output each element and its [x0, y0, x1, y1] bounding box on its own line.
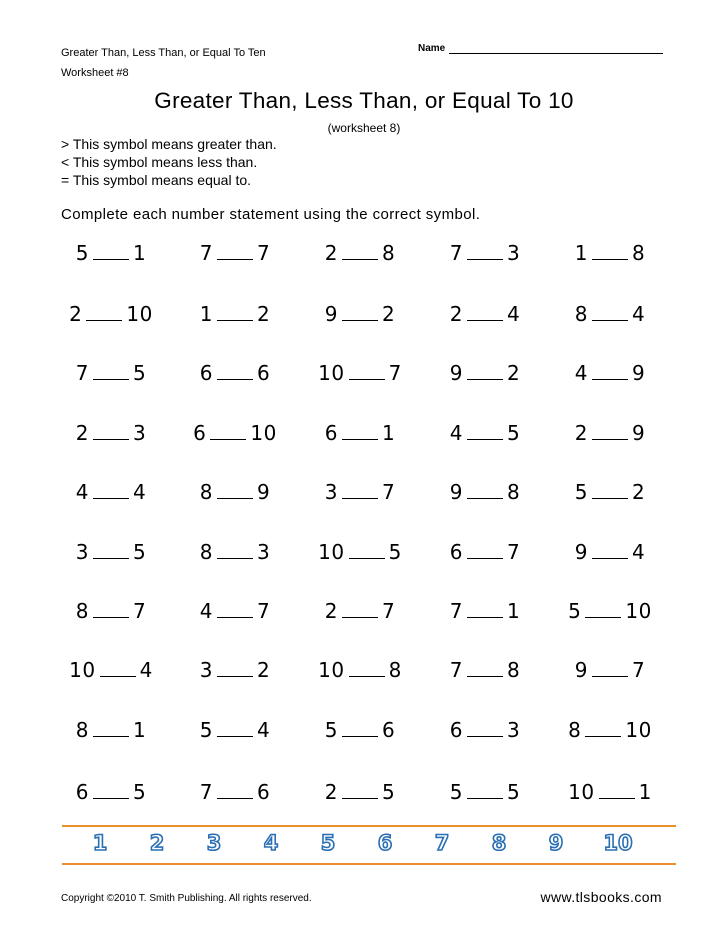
copyright: Copyright ©2010 T. Smith Publishing. All rights reserved.	[61, 893, 312, 904]
right-number: 10	[625, 599, 652, 623]
right-number: 4	[257, 718, 271, 742]
left-number: 3	[324, 480, 338, 504]
left-number: 5	[574, 480, 588, 504]
number-line	[62, 825, 676, 865]
right-number: 7	[388, 361, 402, 385]
problem-statement	[425, 302, 545, 326]
answer-blank[interactable]	[585, 735, 621, 737]
answer-blank[interactable]	[93, 557, 129, 559]
right-number: 5	[133, 361, 147, 385]
left-number: 6	[449, 718, 463, 742]
problem-statement	[175, 780, 295, 804]
number-line-number: 10	[603, 831, 633, 855]
answer-blank[interactable]	[217, 557, 253, 559]
right-number: 6	[257, 361, 271, 385]
left-number: 7	[449, 241, 463, 265]
number-line-number: 2	[149, 831, 165, 855]
right-number: 9	[632, 421, 646, 445]
problem-statement	[51, 780, 171, 804]
left-number: 9	[449, 480, 463, 504]
left-number: 5	[75, 241, 89, 265]
answer-blank[interactable]	[592, 497, 628, 499]
answer-blank[interactable]	[467, 319, 503, 321]
problem-statement	[300, 302, 420, 326]
worksheet-number: Worksheet #8	[61, 67, 129, 79]
left-number: 5	[199, 718, 213, 742]
problem-statement	[51, 480, 171, 504]
answer-blank[interactable]	[93, 438, 129, 440]
left-number: 4	[449, 421, 463, 445]
left-number: 9	[574, 658, 588, 682]
left-number: 10	[568, 780, 595, 804]
number-line-number: 6	[377, 831, 393, 855]
problem-statement	[550, 658, 670, 682]
left-number: 6	[193, 421, 207, 445]
right-number: 1	[638, 780, 652, 804]
answer-blank[interactable]	[86, 319, 122, 321]
right-number: 8	[632, 241, 646, 265]
right-number: 4	[632, 302, 646, 326]
problem-statement	[550, 302, 670, 326]
right-number: 7	[257, 241, 271, 265]
problem-statement	[550, 718, 670, 742]
left-number: 8	[199, 540, 213, 564]
right-number: 1	[382, 421, 396, 445]
left-number: 2	[324, 780, 338, 804]
right-number: 3	[507, 718, 521, 742]
right-number: 1	[507, 599, 521, 623]
left-number: 4	[574, 361, 588, 385]
problem-statement	[425, 780, 545, 804]
answer-blank[interactable]	[592, 557, 628, 559]
answer-blank[interactable]	[217, 675, 253, 677]
answer-blank[interactable]	[342, 797, 378, 799]
problem-statement	[300, 718, 420, 742]
number-line-number: 3	[206, 831, 222, 855]
problem-statement	[51, 241, 171, 265]
answer-blank[interactable]	[592, 378, 628, 380]
answer-blank[interactable]	[467, 557, 503, 559]
instructions: Complete each number statement using the correct symbol.	[61, 206, 481, 223]
problem-statement	[300, 241, 420, 265]
left-number: 2	[324, 241, 338, 265]
left-number: 6	[199, 361, 213, 385]
answer-blank[interactable]	[217, 497, 253, 499]
left-number: 3	[199, 658, 213, 682]
answer-blank[interactable]	[349, 557, 385, 559]
right-number: 7	[382, 599, 396, 623]
right-number: 2	[507, 361, 521, 385]
right-number: 4	[507, 302, 521, 326]
right-number: 8	[382, 241, 396, 265]
left-number: 8	[75, 599, 89, 623]
worksheet-title-small: Greater Than, Less Than, or Equal To Ten	[61, 47, 266, 59]
answer-blank[interactable]	[592, 319, 628, 321]
left-number: 1	[199, 302, 213, 326]
right-number: 1	[133, 241, 147, 265]
problem-statement	[51, 599, 171, 623]
problem-statement	[300, 540, 420, 564]
number-line-number: 1	[92, 831, 108, 855]
website-url: www.tlsbooks.com	[540, 889, 662, 905]
answer-blank[interactable]	[217, 797, 253, 799]
answer-blank[interactable]	[467, 438, 503, 440]
right-number: 7	[133, 599, 147, 623]
right-number: 3	[133, 421, 147, 445]
number-line-number: 4	[263, 831, 279, 855]
number-line-number: 8	[491, 831, 507, 855]
problem-statement	[300, 480, 420, 504]
answer-blank[interactable]	[592, 438, 628, 440]
problem-statement	[425, 718, 545, 742]
problem-statement	[550, 361, 670, 385]
answer-blank[interactable]	[342, 258, 378, 260]
left-number: 10	[318, 540, 345, 564]
left-number: 3	[75, 540, 89, 564]
problem-statement	[300, 599, 420, 623]
problem-statement	[175, 302, 295, 326]
right-number: 6	[257, 780, 271, 804]
answer-blank[interactable]	[342, 438, 378, 440]
problem-statement	[300, 658, 420, 682]
left-number: 2	[449, 302, 463, 326]
left-number: 10	[318, 361, 345, 385]
right-number: 10	[625, 718, 652, 742]
problem-statement	[51, 658, 171, 682]
answer-blank[interactable]	[349, 675, 385, 677]
right-number: 6	[382, 718, 396, 742]
name-label: Name	[418, 43, 446, 54]
answer-blank[interactable]	[349, 378, 385, 380]
problem-statement	[175, 421, 295, 445]
left-number: 10	[69, 658, 96, 682]
number-line-number: 9	[548, 831, 564, 855]
right-number: 4	[139, 658, 153, 682]
left-number: 6	[449, 540, 463, 564]
right-number: 9	[257, 480, 271, 504]
left-number: 7	[199, 241, 213, 265]
right-number: 8	[507, 658, 521, 682]
problem-statement	[550, 480, 670, 504]
answer-blank[interactable]	[467, 378, 503, 380]
answer-blank[interactable]	[467, 797, 503, 799]
number-line-number: 7	[434, 831, 450, 855]
answer-blank[interactable]	[467, 675, 503, 677]
right-number: 5	[382, 780, 396, 804]
problem-statement	[425, 421, 545, 445]
answer-blank[interactable]	[93, 258, 129, 260]
right-number: 7	[382, 480, 396, 504]
problem-statement	[175, 658, 295, 682]
problem-statement	[300, 361, 420, 385]
right-number: 5	[133, 540, 147, 564]
answer-blank[interactable]	[585, 616, 621, 618]
problem-statement	[300, 780, 420, 804]
problem-statement	[51, 540, 171, 564]
problem-statement	[51, 302, 171, 326]
right-number: 7	[257, 599, 271, 623]
left-number: 2	[69, 302, 83, 326]
answer-blank[interactable]	[592, 675, 628, 677]
problem-statement	[51, 361, 171, 385]
answer-blank[interactable]	[342, 497, 378, 499]
left-number: 10	[318, 658, 345, 682]
left-number: 8	[574, 302, 588, 326]
right-number: 5	[133, 780, 147, 804]
answer-blank[interactable]	[467, 616, 503, 618]
problem-statement	[425, 599, 545, 623]
left-number: 2	[75, 421, 89, 445]
rule-equal-to: = This symbol means equal to.	[61, 172, 252, 188]
right-number: 10	[126, 302, 153, 326]
right-number: 3	[507, 241, 521, 265]
left-number: 7	[449, 599, 463, 623]
problem-statement	[175, 241, 295, 265]
left-number: 2	[574, 421, 588, 445]
answer-blank[interactable]	[592, 258, 628, 260]
problem-statement	[425, 241, 545, 265]
right-number: 3	[257, 540, 271, 564]
right-number: 4	[632, 540, 646, 564]
problem-statement	[550, 241, 670, 265]
problem-statement	[175, 540, 295, 564]
problem-statement	[425, 361, 545, 385]
problem-statement	[550, 780, 670, 804]
right-number: 2	[382, 302, 396, 326]
left-number: 6	[324, 421, 338, 445]
problem-statement	[550, 599, 670, 623]
left-number: 8	[75, 718, 89, 742]
left-number: 7	[75, 361, 89, 385]
answer-blank[interactable]	[93, 378, 129, 380]
rule-greater-than: > This symbol means greater than.	[61, 136, 277, 152]
right-number: 7	[632, 658, 646, 682]
left-number: 9	[449, 361, 463, 385]
problem-statement	[300, 421, 420, 445]
page-title: Greater Than, Less Than, or Equal To 10	[154, 88, 574, 113]
page-subtitle: (worksheet 8)	[327, 121, 401, 135]
problem-statement	[425, 540, 545, 564]
left-number: 9	[574, 540, 588, 564]
answer-blank[interactable]	[217, 258, 253, 260]
right-number: 2	[257, 302, 271, 326]
answer-blank[interactable]	[100, 675, 136, 677]
left-number: 7	[199, 780, 213, 804]
problem-statement	[51, 718, 171, 742]
number-line-number: 5	[320, 831, 336, 855]
left-number: 7	[449, 658, 463, 682]
problem-statement	[425, 480, 545, 504]
left-number: 8	[568, 718, 582, 742]
answer-blank[interactable]	[342, 735, 378, 737]
rule-less-than: < This symbol means less than.	[61, 154, 258, 170]
left-number: 8	[199, 480, 213, 504]
right-number: 9	[632, 361, 646, 385]
answer-blank[interactable]	[217, 319, 253, 321]
answer-blank[interactable]	[342, 616, 378, 618]
answer-blank[interactable]	[93, 497, 129, 499]
answer-blank[interactable]	[217, 378, 253, 380]
left-number: 9	[324, 302, 338, 326]
right-number: 1	[133, 718, 147, 742]
right-number: 8	[388, 658, 402, 682]
left-number: 5	[449, 780, 463, 804]
answer-blank[interactable]	[93, 616, 129, 618]
problem-statement	[175, 480, 295, 504]
answer-blank[interactable]	[599, 797, 635, 799]
problem-statement	[550, 421, 670, 445]
problem-statement	[425, 658, 545, 682]
left-number: 1	[574, 241, 588, 265]
left-number: 5	[324, 718, 338, 742]
answer-blank[interactable]	[93, 797, 129, 799]
left-number: 6	[75, 780, 89, 804]
answer-blank[interactable]	[342, 319, 378, 321]
problem-statement	[175, 361, 295, 385]
right-number: 2	[632, 480, 646, 504]
answer-blank[interactable]	[217, 616, 253, 618]
answer-blank[interactable]	[210, 438, 246, 440]
answer-blank[interactable]	[467, 258, 503, 260]
left-number: 4	[199, 599, 213, 623]
right-number: 10	[250, 421, 277, 445]
problem-statement	[175, 718, 295, 742]
right-number: 5	[507, 780, 521, 804]
answer-blank[interactable]	[467, 735, 503, 737]
right-number: 5	[507, 421, 521, 445]
right-number: 4	[133, 480, 147, 504]
answer-blank[interactable]	[217, 735, 253, 737]
problem-statement	[175, 599, 295, 623]
left-number: 4	[75, 480, 89, 504]
left-number: 2	[324, 599, 338, 623]
right-number: 7	[507, 540, 521, 564]
problem-statement	[51, 421, 171, 445]
right-number: 8	[507, 480, 521, 504]
problem-statement	[550, 540, 670, 564]
left-number: 5	[568, 599, 582, 623]
right-number: 2	[257, 658, 271, 682]
right-number: 5	[388, 540, 402, 564]
answer-blank[interactable]	[467, 497, 503, 499]
answer-blank[interactable]	[93, 735, 129, 737]
